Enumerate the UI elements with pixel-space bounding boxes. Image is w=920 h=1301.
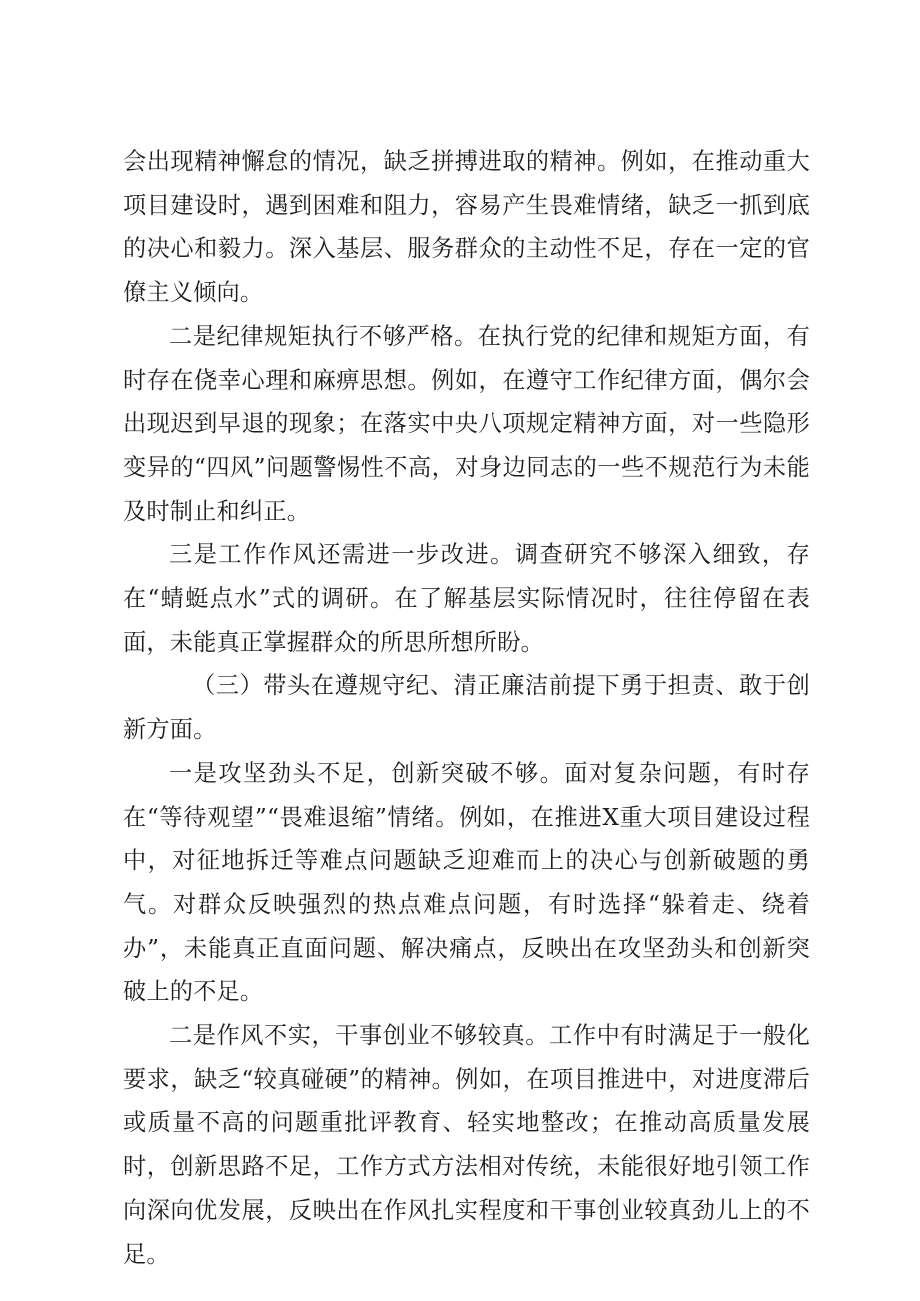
paragraph-discipline: 二是纪律规矩执行不够严格。在执行党的纪律和规矩方面，有时存在侥幸心理和麻痹思想。例如，在遵守工作纪律方面，偶尔会出现迟到早退的现象；在落实中央八项规定精神方面，对一些隐形变异的“四风”问题警惕性不高，对身边同志的一些不规范行为未能及时制止和纠正。: [123, 322, 810, 525]
paragraph-continuation: 会出现精神懈怠的情况，缺乏拼搏进取的精神。例如，在推动重大项目建设时，遇到困难和阻力，容易产生畏难情绪，缺乏一抓到底的决心和毅力。深入基层、服务群众的主动性不足，存在一定的官僚主义倾向。: [123, 148, 810, 307]
paragraph-innovation: 一是攻坚劲头不足，创新突破不够。面对复杂问题，有时存在“等待观望”“畏难退缩”情绪。例如，在推进X重大项目建设过程中，对征地拆迁等难点问题缺乏迎难而上的决心与创新破题的勇气。对群众反映强烈的热点难点问题，有时选择“躲着走、绕着办”，未能真正直面问题、解决痛点，反映出在攻坚劲头和创新突破上的不足。: [123, 759, 810, 1006]
paragraph-diligence: 二是作风不实，干事创业不够较真。工作中有时满足于一般化要求，缺乏“较真碰硬”的精神。例如，在项目推进中，对进度滞后或质量不高的问题重批评教育、轻实地整改；在推动高质量发展时，创新思路不足，工作方式方法相对传统，未能很好地引领工作向深向优发展，反映出在作风扎实程度和干事创业较真劲儿上的不足。: [123, 1022, 810, 1268]
paragraph-work-style: 三是工作作风还需进一步改进。调查研究不够深入细致，存在“蜻蜓点水”式的调研。在了解基层实际情况时，往往停留在表面，未能真正掌握群众的所思所想所盼。: [123, 541, 810, 656]
section-heading: （三）带头在遵规守纪、清正廉洁前提下勇于担责、敢于创新方面。: [123, 672, 810, 744]
document-body: [123, 140, 810, 1276]
